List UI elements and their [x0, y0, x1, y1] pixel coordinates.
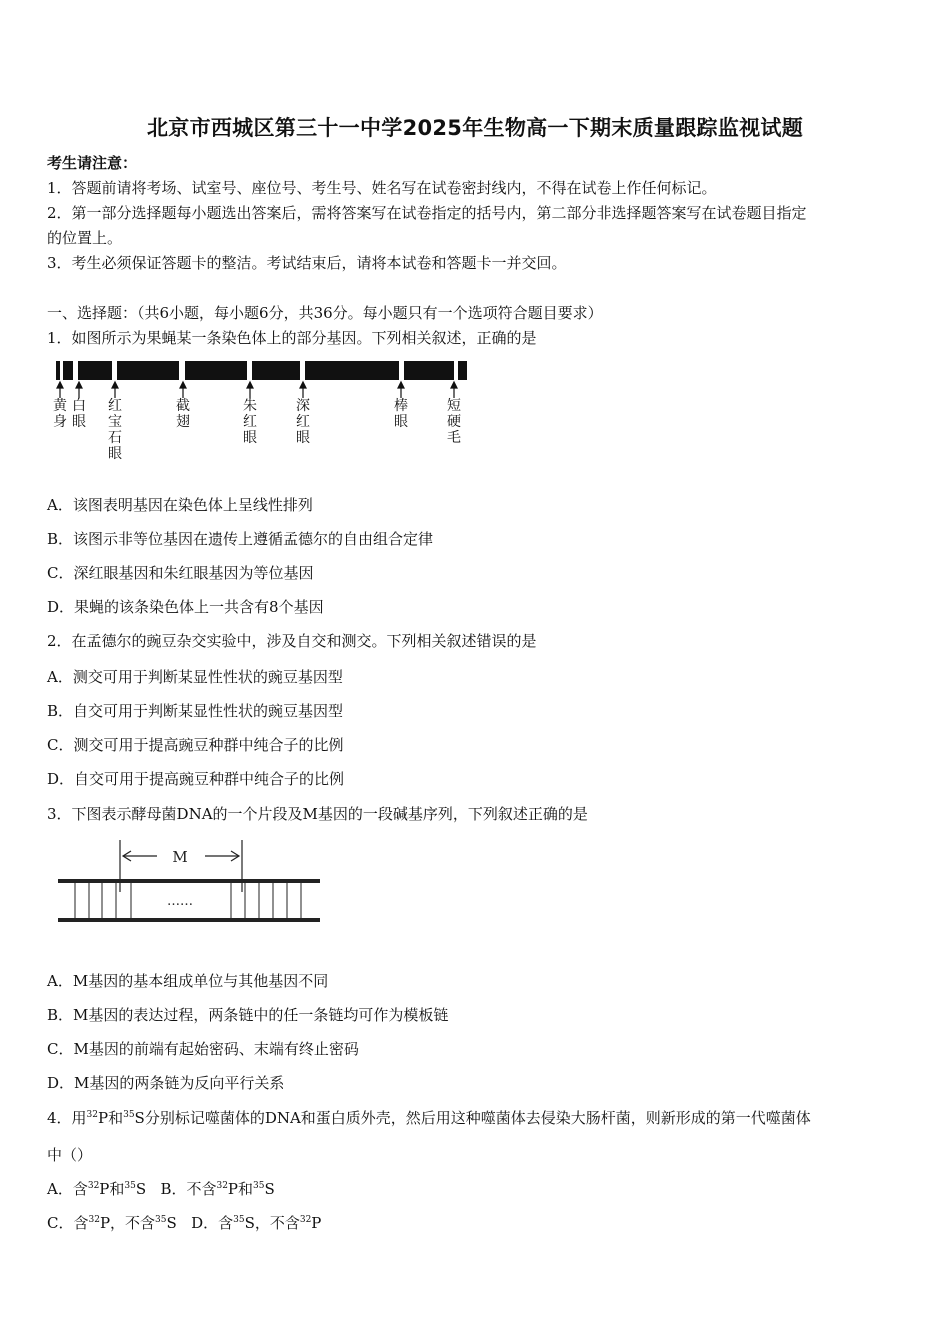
notice-heading: 考生请注意：	[47, 154, 138, 172]
q2-option-d: D．自交可用于提高豌豆种群中纯合子的比例	[47, 770, 345, 788]
q4-options-cd	[47, 1212, 321, 1233]
dna-dots: ……	[167, 894, 193, 909]
q4-option-c: C．含$^{32}$P，不含$^{35}$S	[47, 1214, 177, 1232]
dna-segment-diagram	[55, 838, 325, 930]
q4-stem-cont: 中（）	[47, 1146, 93, 1164]
q4-option-d: D．含$^{35}$S，不含$^{32}$P	[191, 1214, 322, 1232]
gene-label-ruby-eye: 红 宝 石 眼	[108, 398, 122, 462]
q4-options-ab	[47, 1178, 275, 1199]
q4-stem: 4．用$^{32}$P和$^{35}$S分别标记噬菌体的DNA和蛋白质外壳，然后用这种噬菌体去侵染大肠杆菌，则新形成的第一代噬菌体	[47, 1109, 811, 1127]
q2-option-b: B．自交可用于判断某显性性状的豌豆基因型	[47, 702, 344, 720]
dna-label-m: M	[172, 848, 188, 866]
q3-stem: 3．下图表示酵母菌DNA的一个片段及M基因的一段碱基序列，下列叙述正确的是	[47, 805, 588, 823]
q2-option-a: A．测交可用于判断某显性性状的豌豆基因型	[47, 668, 343, 686]
notice-item-3: 3．考生必须保证答题卡的整洁。考试结束后，请将本试卷和答题卡一并交回。	[47, 254, 567, 272]
q1-option-a: A．该图表明基因在染色体上呈线性排列	[47, 496, 313, 514]
chromosome-diagram	[47, 355, 477, 400]
gene-label-short-bristle: 短 硬 毛	[447, 398, 461, 446]
gene-label-vermilion-eye: 朱 红 眼	[243, 398, 257, 446]
q3-option-b: B．M基因的表达过程，两条链中的任一条链均可作为模板链	[47, 1006, 449, 1024]
q1-option-d: D．果蝇的该条染色体上一共含有8个基因	[47, 598, 324, 616]
q1-stem: 1．如图所示为果蝇某一条染色体上的部分基因。下列相关叙述，正确的是	[47, 329, 537, 347]
notice-item-2: 2．第一部分选择题每小题选出答案后，需将答案写在试卷指定的括号内，第二部分非选择题答案写在试卷题目指定	[47, 204, 807, 222]
gene-label-white-eye: 白 眼	[72, 398, 86, 430]
gene-label-bar-eye: 棒 眼	[394, 398, 408, 430]
q3-option-d: D．M基因的两条链为反向平行关系	[47, 1074, 285, 1092]
q1-option-c: C．深红眼基因和朱红眼基因为等位基因	[47, 564, 314, 582]
gene-label-cut-wing: 截 翅	[176, 398, 190, 430]
q2-stem: 2．在孟德尔的豌豆杂交实验中，涉及自交和测交。下列相关叙述错误的是	[47, 632, 537, 650]
q1-option-b: B．该图示非等位基因在遗传上遵循孟德尔的自由组合定律	[47, 530, 434, 548]
q3-option-a: A．M基因的基本组成单位与其他基因不同	[47, 972, 329, 990]
q3-option-c: C．M基因的前端有起始密码、末端有终止密码	[47, 1040, 359, 1058]
section-heading: 一、选择题：（共6小题，每小题6分，共36分。每小题只有一个选项符合题目要求）	[47, 304, 603, 322]
gene-label-carmine-eye: 深 红 眼	[296, 398, 310, 446]
q2-option-c: C．测交可用于提高豌豆种群中纯合子的比例	[47, 736, 344, 754]
page-title: 北京市西城区第三十一中学2025年生物高一下期末质量跟踪监视试题	[146, 116, 804, 140]
notice-item-2-cont: 的位置上。	[47, 229, 123, 247]
gene-label-yellow-body: 黄 身	[53, 398, 67, 430]
q4-option-b: B．不含$^{32}$P和$^{35}$S	[160, 1180, 275, 1198]
notice-item-1: 1．答题前请将考场、试室号、座位号、考生号、姓名写在试卷密封线内，不得在试卷上作任何标记。	[47, 179, 717, 197]
q4-option-a: A．含$^{32}$P和$^{35}$S	[47, 1180, 147, 1198]
